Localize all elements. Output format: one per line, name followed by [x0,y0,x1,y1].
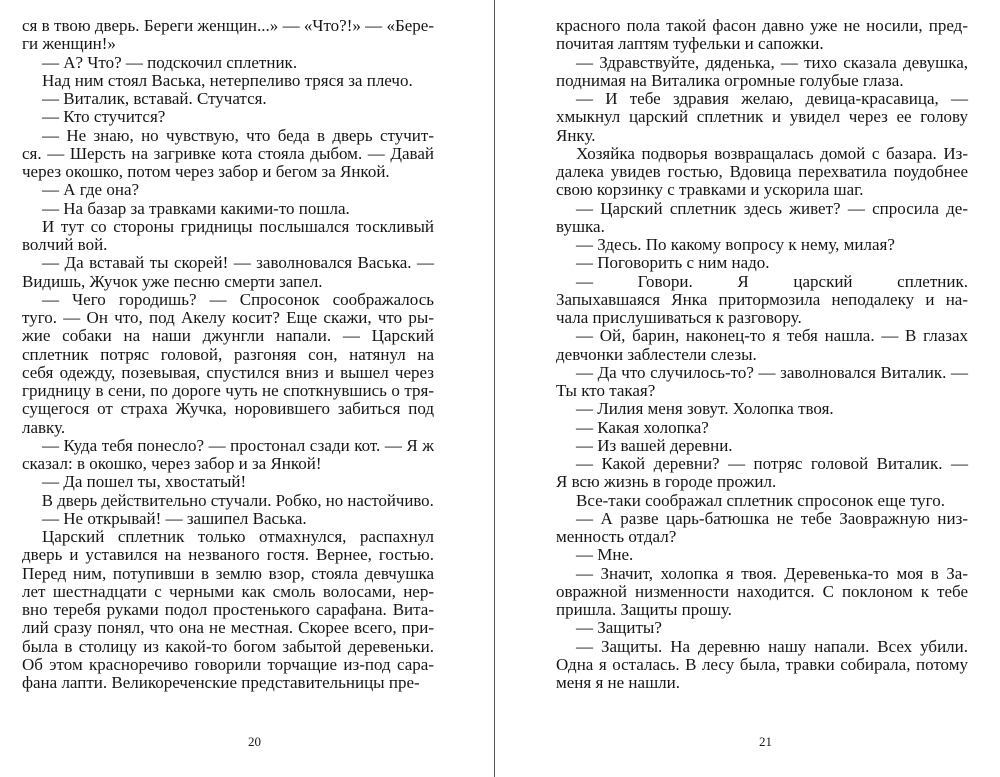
text-line: вушка. [556,216,605,236]
text-line: поднимая на Виталика огромные голубые глаза. [556,70,904,90]
text-line: — Да что случилось-то? — заволновался Виталик. — [576,362,968,382]
text-line: — Поговорить с ним надо. [576,253,770,273]
text-line: овражной низменности находится. С поклоном к тебе [556,581,968,601]
text-line: гридницу в сени, по дороге чуть не споткнувшись о тря- [22,381,434,400]
text-line: — И тебе здравия желаю, девица-красавица, — [576,89,968,108]
text-line: меня я не нашли. [556,673,680,692]
text-line: — Говори. Я царский сплетник. [576,271,968,291]
text-line: — Виталик, вставай. Стучатся. [42,89,267,108]
text-line: — Куда тебя понесло? — простонал сзади кот. — Я ж [42,435,434,455]
text-line: Янку. [556,125,596,145]
text-line: — Мне. [576,545,634,565]
text-line: жие собаки на наши джунгли напали. — Царский [22,326,434,346]
text-line: свою корзинку с травками и ускорила шаг. [556,180,864,200]
text-line: — А? Что? — подскочил сплетник. [42,52,298,72]
text-line: ся в твою дверь. Береги женщин...» — «Что?!» — «Бере- [22,16,434,35]
text-line: — Ой, барин, наконец-то я тебя нашла. — В глазах [576,326,968,346]
text-line: — Не открывай! — зашипел Васька. [42,508,307,528]
text-line: Видишь, Жучок уже песню смерти запел. [22,271,323,291]
right-page-text [556,17,968,692]
text-line: Царский сплетник только отмахнулся, распахнул [42,527,434,546]
text-line: — Защиты? [576,618,662,638]
text-line: Над ним стоял Васька, нетерпеливо тряся за плечо. [42,70,413,90]
text-line: лет шестнадцати с черными как смоль волосами, нер- [22,581,434,601]
text-line: туго. — Он что, под Акелу косит? Еще скажи, что ры- [22,308,434,327]
text-line: — А разве царь-батюшка не тебе Заовражную низ- [576,508,968,528]
text-line: лий сразу понял, что она не местная. Скорее всего, при- [22,618,434,638]
text-line: ги женщин!» [22,34,116,54]
text-line: — Чего городишь? — Спросонок соображалось [42,289,434,309]
text-line: — Защиты. На деревню нашу напали. Всех убили. [576,636,968,656]
text-line: ся. — Шерсть на загривке кота стояла дыбом. — Давай [22,143,434,163]
text-line: дверь и уставился на незваного гостя. Вернее, гостью. [22,545,434,565]
text-line: — Царский сплетник здесь живет? — спросила де- [576,198,968,218]
text-line: — На базар за травками какими-то пошла. [42,198,350,218]
text-line: Хозяйка подворья возвращалась домой с базара. Из- [576,143,968,163]
text-line: В дверь действительно стучали. Робко, но настойчиво. [41,490,434,510]
text-line: Перед ним, потупивши в землю взор, стояла девчушка [22,563,434,583]
text-line: сказал: в окошко, через забор и за Янкой! [22,454,322,473]
text-line: волчий вой. [22,235,108,254]
text-line: Запыхавшаяся Янка притормозила неподалеку и на- [556,289,968,309]
text-line: — Кто стучится? [42,107,166,127]
text-line: Я всю жизнь в городе прожил. [556,472,777,492]
text-line: красного пола такой фасон давно уже не носили, пред- [556,16,968,35]
text-line: была в столицу из какой-то богом забытой деревеньки. [22,636,434,656]
book-spine [494,0,495,777]
text-line: вно теребя руками подол простенького сарафана. Вита- [22,600,434,619]
text-line: девчонки заблестели слезы. [556,344,757,364]
text-line: И тут со стороны гридницы послышался тоскливый [42,216,434,236]
left-page-number: 20 [248,734,261,749]
text-line: пришла. Защиты прошу. [556,600,732,619]
left-page [0,0,494,777]
text-line: хмыкнул царский сплетник и увидел через ее голову [556,107,968,127]
text-line: менность отдал? [556,527,677,546]
text-line: Ты кто такая? [556,381,656,400]
text-line: — Да пошел ты, хвостатый! [42,472,247,492]
text-line: — Из вашей деревни. [576,435,733,455]
text-line: сплетник потряс головой, разгоняя сон, натянул на [22,344,434,364]
text-line: — Значит, холопка я твоя. Деревенька-то моя в За- [576,563,968,583]
text-line: себя одежду, позевывая, спустился вниз и вышел через [22,362,434,382]
right-page [497,0,1000,777]
text-line: чала прислушиваться к разговору. [556,308,802,327]
text-line: Об этом красноречиво говорили торчащие из-под сара- [22,654,434,674]
text-line: — Здесь. По какому вопросу к нему, милая? [576,235,895,254]
text-line: сущегося от страха Жучка, норовившего забиться под [22,399,434,419]
text-line: далека увидев гостью, Вдовица перехватила поудобнее [556,162,968,181]
text-line: через окошко, потом через забор и бегом за Янкой. [22,162,390,181]
text-line: — Лилия меня зовут. Холопка твоя. [576,399,834,419]
text-line: Одна я осталась. В лесу была, травки собирала, потому [556,654,968,674]
text-line: Все-таки соображал сплетник спросонок еще туго. [576,490,945,510]
text-line: фана лапти. Великореченские представительницы пре- [22,673,420,692]
left-page-text [22,17,434,692]
text-line: — Какая холопка? [576,417,709,437]
text-line: — Здравствуйте, дяденька, — тихо сказала девушка, [576,52,968,72]
text-line: почитая лаптям туфельки и сапожки. [556,34,824,54]
text-line: — Да вставай ты скорей! — заволновался Васька. — [42,253,434,273]
text-line: — Какой деревни? — потряс головой Виталик. — [576,454,968,473]
text-line: — Не знаю, но чувствую, что беда в дверь стучит- [42,125,434,145]
text-line: лавку. [22,417,66,437]
right-page-number: 21 [759,734,772,749]
text-line: — А где она? [42,180,140,200]
